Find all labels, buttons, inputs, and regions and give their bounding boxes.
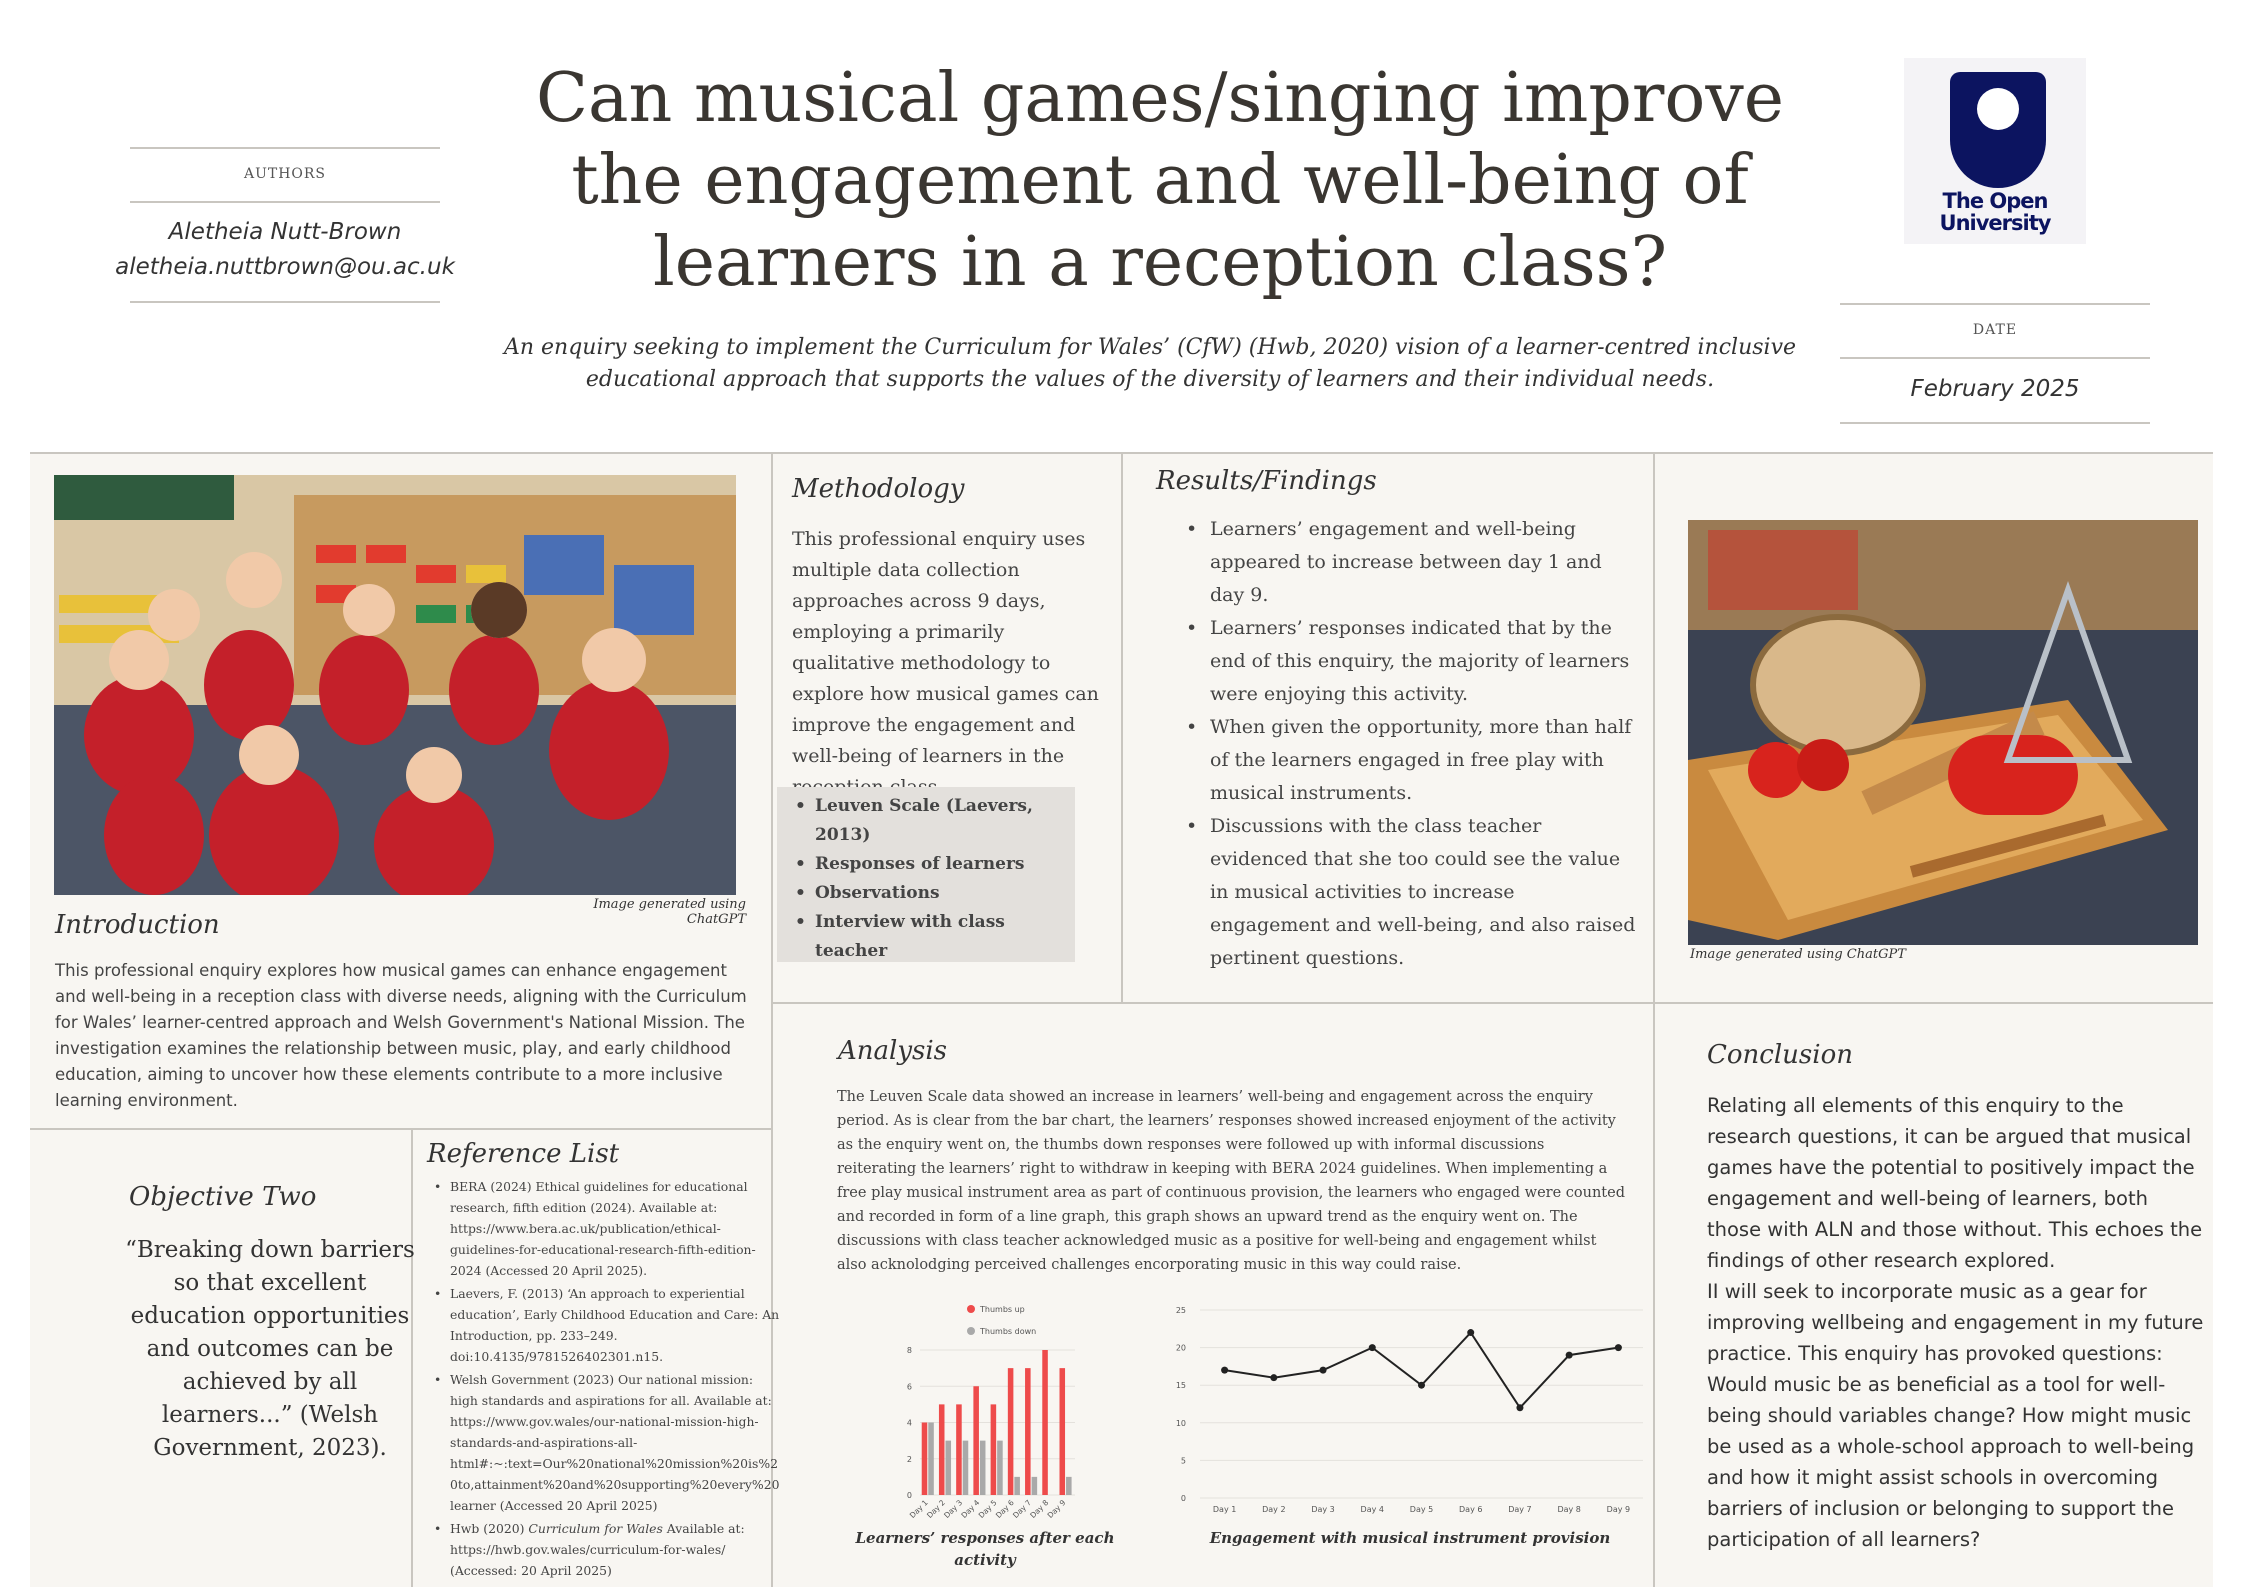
- reference-item: [430, 1369, 782, 1516]
- bar: [939, 1404, 945, 1495]
- x-tick-label: Day 2: [1262, 1505, 1286, 1514]
- x-tick-label: Day 6: [993, 1498, 1016, 1520]
- x-tick-label: Day 4: [1360, 1505, 1384, 1514]
- conclusion-paragraph: II will seek to incorporate music as a gear for improving wellbeing and engagement in my future practice. This enquiry has provoked questions: Would music be as beneficial as a tool for well-being should variables change? How might music be used as a whole-school approach to well-being and how it might assist schools in overcoming barriers of inclusion or belonging to support the participation of all learners?: [1707, 1280, 2204, 1551]
- line-chart: [1158, 1300, 1658, 1520]
- shield-icon: [1950, 72, 2046, 188]
- conclusion-text: [1707, 1090, 2207, 1555]
- data-point: [1320, 1367, 1327, 1374]
- methodology-heading: Methodology: [792, 474, 965, 504]
- bar-chart-caption: [830, 1527, 1140, 1571]
- reference-item: [430, 1176, 782, 1281]
- bar: [1066, 1477, 1072, 1495]
- bar: [963, 1441, 969, 1495]
- poster-header: [30, 0, 2213, 452]
- instruments-illustration: [1688, 520, 2198, 945]
- data-point: [1566, 1352, 1573, 1359]
- divider: [130, 201, 440, 203]
- introduction-text: This professional enquiry explores how musical games can enhance engagement and well-being in a reception class with diverse needs, aligning with the Curriculum for Wales’ learner-centred approach and Welsh Government's National Mission. The investigation examines the relationship between music, play, and early childhood education, aiming to uncover how these elements contribute to a more inclusive learning environment.: [55, 961, 747, 1110]
- reference-text: Laevers, F. (2013) ‘An approach to experiential education’, Early Childhood Education and Care: An Introduction, pp. 233–249. doi:10.4135/9781526402301.n15.: [450, 1286, 780, 1364]
- author-email: aletheia.nuttbrown@ou.ac.uk: [115, 254, 455, 280]
- reference-text: Available at: https://hwb.gov.wales/curriculum-for-wales/ (Accessed: 20 April 2025): [450, 1521, 745, 1578]
- x-tick-label: Day 6: [1459, 1505, 1483, 1514]
- divider: [1840, 422, 2150, 424]
- bar: [1060, 1368, 1066, 1495]
- bar: [1008, 1368, 1014, 1495]
- legend-label: Thumbs up: [980, 1305, 1025, 1314]
- poster: [30, 0, 2213, 1587]
- objective-quote: “Breaking down barriers so that excellent education opportunities and outcomes can be achieved by all learners...” (Welsh Government, 2023).: [125, 1237, 415, 1461]
- series-line: [1225, 1333, 1619, 1408]
- reference-item: [430, 1518, 782, 1581]
- list-item: • Observations: [791, 879, 1063, 908]
- divider: [130, 147, 440, 149]
- x-tick-label: Day 7: [1508, 1505, 1532, 1514]
- x-tick-label: Day 7: [1011, 1498, 1034, 1520]
- subtitle-line: An enquiry seeking to implement the Curriculum for Wales’ (CfW) (Hwb, 2020) vision of a learner-centred inclusive: [503, 335, 1797, 360]
- x-tick-label: Day 2: [925, 1498, 947, 1520]
- data-point: [1418, 1382, 1425, 1389]
- bar: [1032, 1477, 1038, 1495]
- grid-line: [1121, 452, 1123, 1002]
- title-line: learners in a reception class?: [652, 223, 1668, 302]
- legend-label: Thumbs down: [980, 1327, 1037, 1336]
- list-item: • Discussions with the class teacher evidenced that she too could see the value in musical activities to increase engagement and well-being, and also raised pertinent questions.: [1180, 810, 1640, 975]
- x-tick-label: Day 5: [976, 1498, 999, 1520]
- divider: [1840, 357, 2150, 359]
- y-tick-label: 2: [906, 1454, 912, 1464]
- bar: [1014, 1477, 1020, 1495]
- logo-line: The Open: [1942, 189, 2048, 213]
- methods-box: [777, 787, 1075, 962]
- reference-text: Welsh Government (2023) Our national mission: high standards and aspirations for all. Available at: https://www.gov.wales/our-national-mission-high-standards-and-aspirations-all-html#:~:text=Our%20national%20mission%20is%20to,attainment%20and%20supporting%20every%20learner (Accessed 20 April 2025): [450, 1372, 780, 1513]
- data-point: [1467, 1329, 1474, 1336]
- children-photo: [54, 475, 736, 895]
- reference-text: BERA (2024) Ethical guidelines for educational research, fifth edition (2024). Available at: https://www.bera.ac.uk/publication/ethical-guidelines-for-educational-research-fifth-edition-2024 (Accessed 20 April 2025).: [450, 1179, 756, 1278]
- x-tick-label: Day 8: [1557, 1505, 1581, 1514]
- reference-italic: Curriculum for Wales: [528, 1521, 663, 1536]
- y-tick-label: 5: [1180, 1456, 1186, 1466]
- poster-subtitle: [470, 332, 1830, 396]
- analysis-text: The Leuven Scale data showed an increase in learners’ well-being and engagement across the enquiry period. As is clear from the bar chart, the learners’ responses showed increased enjoyment of the activity as the enquiry went on, the thumbs down responses were followed up with informal discussions reiterating the learners’ right to withdraw in keeping with BERA 2024 guidelines. When implementing a free play musical instrument area as part of continuous provision, the learners who engaged were counted and recorded in form of a line graph, this graph shows an upward trend as the enquiry went on. The discussions with class teacher acknowledged music as a positive for well-being and engagement whilst also acknolodging perceived challenges encorporating music in this way could raise.: [837, 1089, 1625, 1273]
- authors-label: AUTHORS: [243, 166, 327, 182]
- bar: [980, 1441, 986, 1495]
- y-tick-label: 0: [906, 1491, 912, 1500]
- results-list: [1180, 513, 1640, 975]
- references-heading: Reference List: [427, 1139, 620, 1169]
- grid-line: [771, 1002, 2213, 1004]
- bar: [991, 1404, 997, 1495]
- list-item: • Learners’ responses indicated that by the end of this enquiry, the majority of learners were enjoying this activity.: [1180, 612, 1640, 711]
- reference-text: Hwb (2020): [450, 1521, 529, 1536]
- legend-marker: [967, 1305, 975, 1313]
- bar: [956, 1404, 962, 1495]
- bar: [922, 1423, 928, 1496]
- title-line: Can musical games/singing improve: [535, 59, 1784, 138]
- x-tick-label: Day 9: [1045, 1498, 1068, 1520]
- y-tick-label: 8: [906, 1346, 912, 1355]
- date-label: DATE: [1972, 322, 2018, 338]
- reference-item: [430, 1283, 782, 1367]
- image-caption: Image generated using ChatGPT: [593, 897, 746, 927]
- analysis-heading: Analysis: [838, 1036, 948, 1066]
- author-name: Aletheia Nutt-Brown: [168, 219, 402, 245]
- caption-line: activity: [954, 1551, 1016, 1569]
- logo-text: [1904, 190, 2086, 234]
- y-tick-label: 20: [1175, 1343, 1186, 1353]
- list-item: • Leuven Scale (Laevers, 2013): [791, 792, 1063, 850]
- bar: [1025, 1368, 1031, 1495]
- x-tick-label: Day 8: [1028, 1498, 1051, 1520]
- data-point: [1369, 1344, 1376, 1351]
- open-university-logo: [1904, 58, 2086, 244]
- bar-chart: [885, 1295, 1085, 1520]
- bar: [997, 1441, 1003, 1495]
- divider: [1840, 303, 2150, 305]
- date-value: February 2025: [1910, 376, 2080, 402]
- instruments-photo: [1688, 520, 2198, 945]
- x-tick-label: Day 4: [959, 1498, 982, 1520]
- y-tick-label: 0: [1180, 1494, 1186, 1503]
- legend-marker: [967, 1327, 975, 1335]
- poster-title: [500, 58, 1820, 304]
- list-item: • Interview with class teacher: [791, 908, 1063, 966]
- data-point: [1516, 1404, 1523, 1411]
- image-caption: Image generated using ChatGPT: [1690, 947, 1906, 962]
- list-item: • Learners’ engagement and well-being appeared to increase between day 1 and day 9.: [1180, 513, 1640, 612]
- x-tick-label: Day 3: [1311, 1505, 1335, 1514]
- methods-list: [791, 792, 1063, 966]
- y-tick-label: 10: [1175, 1418, 1186, 1428]
- y-tick-label: 6: [906, 1382, 912, 1392]
- grid-line: [30, 1128, 771, 1130]
- y-tick-label: 25: [1175, 1306, 1186, 1315]
- list-item: • Responses of learners: [791, 850, 1063, 879]
- bar: [973, 1386, 979, 1495]
- data-point: [1615, 1344, 1622, 1351]
- x-tick-label: Day 1: [907, 1498, 930, 1520]
- x-tick-label: Day 5: [1409, 1505, 1434, 1514]
- y-tick-label: 15: [1175, 1381, 1186, 1391]
- conclusion-heading: Conclusion: [1707, 1040, 1853, 1070]
- divider: [130, 301, 440, 303]
- children-illustration: [54, 475, 736, 895]
- bar: [1042, 1350, 1048, 1495]
- y-tick-label: 4: [906, 1418, 912, 1428]
- conclusion-paragraph: Relating all elements of this enquiry to the research questions, it can be argued that musical games have the potential to positively impact the engagement and well-being of learners, both those with ALN and those without. This echoes the findings of other research explored.: [1707, 1094, 2203, 1272]
- bar: [928, 1423, 934, 1496]
- results-heading: Results/Findings: [1156, 466, 1377, 496]
- introduction-heading: Introduction: [55, 910, 220, 940]
- bar: [945, 1441, 951, 1495]
- x-tick-label: Day 1: [1212, 1505, 1237, 1514]
- data-point: [1221, 1367, 1228, 1374]
- title-line: the engagement and well-being of: [571, 141, 1749, 220]
- methodology-text: This professional enquiry uses multiple data collection approaches across 9 days, employing a primarily qualitative methodology to explore how musical games can improve the engagement and well-being of learners in the: [792, 528, 1099, 767]
- subtitle-line: educational approach that supports the values of the diversity of learners and their individual needs.: [585, 367, 1715, 392]
- x-tick-label: Day 9: [1606, 1505, 1631, 1514]
- objective-heading: Objective Two: [129, 1182, 317, 1212]
- x-tick-label: Day 3: [942, 1498, 965, 1520]
- line-chart-caption: Engagement with musical instrument provision: [1209, 1529, 1611, 1547]
- logo-line: University: [1939, 211, 2051, 235]
- list-item: • When given the opportunity, more than half of the learners engaged in free play with musical instruments.: [1180, 711, 1640, 810]
- reference-list: [430, 1176, 782, 1583]
- data-point: [1270, 1374, 1277, 1381]
- caption-line: Learners’ responses after each: [855, 1529, 1115, 1547]
